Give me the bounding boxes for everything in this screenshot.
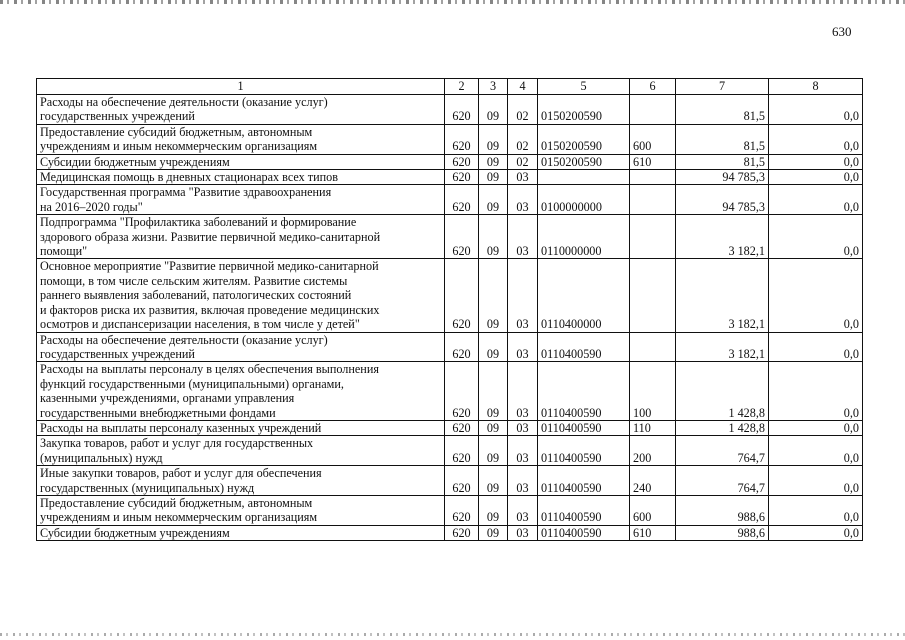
grbs-code-cell: 620 (445, 124, 479, 154)
table-row (37, 124, 863, 154)
subsection-code-cell: 03 (508, 436, 538, 466)
subsection-code-cell: 03 (508, 466, 538, 496)
header-cell: 1 (37, 79, 445, 95)
expense-type-cell: 600 (630, 495, 676, 525)
table-row (37, 466, 863, 496)
amount-cell: 3 182,1 (676, 259, 769, 332)
column8-value-cell: 0,0 (769, 170, 863, 185)
table-row (37, 332, 863, 362)
row-name-cell: Государственная программа "Развитие здравоохранения на 2016–2020 годы" (37, 185, 445, 215)
subsection-code-cell: 02 (508, 124, 538, 154)
table-row (37, 436, 863, 466)
column8-value-cell: 0,0 (769, 154, 863, 169)
target-article-cell: 0110400590 (538, 436, 630, 466)
row-name-cell: Расходы на обеспечение деятельности (оказание услуг) государственных учреждений (37, 95, 445, 125)
target-article-cell (538, 170, 630, 185)
row-name-cell: Подпрограмма "Профилактика заболеваний и формирование здорового образа жизни. Развитие первичной медико-санитарной помощи" (37, 215, 445, 259)
table-row (37, 420, 863, 435)
amount-cell: 81,5 (676, 124, 769, 154)
row-name-cell: Расходы на выплаты персоналу казенных учреждений (37, 420, 445, 435)
column8-value-cell: 0,0 (769, 215, 863, 259)
grbs-code-cell: 620 (445, 154, 479, 169)
column8-value-cell: 0,0 (769, 420, 863, 435)
header-cell: 7 (676, 79, 769, 95)
target-article-cell: 0110400000 (538, 259, 630, 332)
expense-type-cell (630, 215, 676, 259)
row-name-cell: Субсидии бюджетным учреждениям (37, 154, 445, 169)
expense-type-cell (630, 259, 676, 332)
target-article-cell: 0150200590 (538, 154, 630, 169)
section-code-cell: 09 (479, 124, 508, 154)
table-row (37, 154, 863, 169)
expense-type-cell: 240 (630, 466, 676, 496)
grbs-code-cell: 620 (445, 259, 479, 332)
target-article-cell: 0110400590 (538, 362, 630, 421)
row-name-cell: Иные закупки товаров, работ и услуг для обеспечения государственных (муниципальных) нужд (37, 466, 445, 496)
subsection-code-cell: 03 (508, 185, 538, 215)
subsection-code-cell: 03 (508, 525, 538, 540)
section-code-cell: 09 (479, 185, 508, 215)
table-row (37, 170, 863, 185)
expense-type-cell (630, 95, 676, 125)
section-code-cell: 09 (479, 525, 508, 540)
table-row (37, 95, 863, 125)
row-name-cell: Закупка товаров, работ и услуг для государственных (муниципальных) нужд (37, 436, 445, 466)
row-name-cell: Субсидии бюджетным учреждениям (37, 525, 445, 540)
row-name-cell: Основное мероприятие "Развитие первичной медико-санитарной помощи, в том числе сельским жителям. Развитие системы раннего выявления заболеваний, патологических состояний и факторов риска их развития, включая проведение медицинских осмотров и диспансеризации населения, в том числе у детей" (37, 259, 445, 332)
section-code-cell: 09 (479, 215, 508, 259)
grbs-code-cell: 620 (445, 436, 479, 466)
header-cell: 8 (769, 79, 863, 95)
table-row (37, 259, 863, 332)
subsection-code-cell: 03 (508, 332, 538, 362)
grbs-code-cell: 620 (445, 185, 479, 215)
scan-edge-top (0, 0, 905, 4)
subsection-code-cell: 03 (508, 362, 538, 421)
section-code-cell: 09 (479, 436, 508, 466)
grbs-code-cell: 620 (445, 420, 479, 435)
table-row (37, 495, 863, 525)
column8-value-cell: 0,0 (769, 124, 863, 154)
subsection-code-cell: 02 (508, 154, 538, 169)
section-code-cell: 09 (479, 95, 508, 125)
column8-value-cell: 0,0 (769, 362, 863, 421)
header-row (37, 79, 863, 95)
header-cell: 4 (508, 79, 538, 95)
table-body (37, 95, 863, 541)
header-cell: 5 (538, 79, 630, 95)
amount-cell: 94 785,3 (676, 170, 769, 185)
expense-type-cell: 610 (630, 525, 676, 540)
target-article-cell: 0150200590 (538, 95, 630, 125)
subsection-code-cell: 03 (508, 495, 538, 525)
subsection-code-cell: 03 (508, 420, 538, 435)
row-name-cell: Расходы на выплаты персоналу в целях обеспечения выполнения функций государственными (муниципальными) органами, казенными учреждениями, органами управления государственными внебюджетными фондами (37, 362, 445, 421)
amount-cell: 1 428,8 (676, 420, 769, 435)
target-article-cell: 0100000000 (538, 185, 630, 215)
amount-cell: 988,6 (676, 525, 769, 540)
amount-cell: 988,6 (676, 495, 769, 525)
section-code-cell: 09 (479, 154, 508, 169)
amount-cell: 3 182,1 (676, 332, 769, 362)
row-name-cell: Расходы на обеспечение деятельности (оказание услуг) государственных учреждений (37, 332, 445, 362)
budget-table (36, 78, 863, 541)
subsection-code-cell: 03 (508, 170, 538, 185)
header-cell: 6 (630, 79, 676, 95)
grbs-code-cell: 620 (445, 95, 479, 125)
amount-cell: 764,7 (676, 436, 769, 466)
column8-value-cell: 0,0 (769, 259, 863, 332)
target-article-cell: 0110400590 (538, 332, 630, 362)
grbs-code-cell: 620 (445, 215, 479, 259)
grbs-code-cell: 620 (445, 466, 479, 496)
target-article-cell: 0110400590 (538, 466, 630, 496)
section-code-cell: 09 (479, 332, 508, 362)
grbs-code-cell: 620 (445, 525, 479, 540)
table-row (37, 185, 863, 215)
amount-cell: 81,5 (676, 154, 769, 169)
expense-type-cell: 610 (630, 154, 676, 169)
amount-cell: 94 785,3 (676, 185, 769, 215)
section-code-cell: 09 (479, 362, 508, 421)
grbs-code-cell: 620 (445, 170, 479, 185)
section-code-cell: 09 (479, 420, 508, 435)
subsection-code-cell: 02 (508, 95, 538, 125)
target-article-cell: 0150200590 (538, 124, 630, 154)
header-cell: 2 (445, 79, 479, 95)
expense-type-cell (630, 332, 676, 362)
column8-value-cell: 0,0 (769, 95, 863, 125)
section-code-cell: 09 (479, 466, 508, 496)
expense-type-cell: 200 (630, 436, 676, 466)
amount-cell: 1 428,8 (676, 362, 769, 421)
section-code-cell: 09 (479, 170, 508, 185)
subsection-code-cell: 03 (508, 215, 538, 259)
row-name-cell: Предоставление субсидий бюджетным, автономным учреждениям и иным некоммерческим организациям (37, 495, 445, 525)
grbs-code-cell: 620 (445, 362, 479, 421)
grbs-code-cell: 620 (445, 332, 479, 362)
target-article-cell: 0110400590 (538, 495, 630, 525)
target-article-cell: 0110400590 (538, 525, 630, 540)
column8-value-cell: 0,0 (769, 466, 863, 496)
column8-value-cell: 0,0 (769, 332, 863, 362)
table-row (37, 362, 863, 421)
column8-value-cell: 0,0 (769, 525, 863, 540)
row-name-cell: Медицинская помощь в дневных стационарах всех типов (37, 170, 445, 185)
expense-type-cell (630, 170, 676, 185)
page-number: 630 (832, 24, 852, 39)
amount-cell: 81,5 (676, 95, 769, 125)
scan-edge-bottom (0, 633, 905, 636)
target-article-cell: 0110000000 (538, 215, 630, 259)
table-row (37, 215, 863, 259)
column8-value-cell: 0,0 (769, 495, 863, 525)
row-name-cell: Предоставление субсидий бюджетным, автономным учреждениям и иным некоммерческим организациям (37, 124, 445, 154)
amount-cell: 3 182,1 (676, 215, 769, 259)
expense-type-cell: 600 (630, 124, 676, 154)
column8-value-cell: 0,0 (769, 185, 863, 215)
amount-cell: 764,7 (676, 466, 769, 496)
grbs-code-cell: 620 (445, 495, 479, 525)
expense-type-cell: 110 (630, 420, 676, 435)
expense-type-cell: 100 (630, 362, 676, 421)
section-code-cell: 09 (479, 259, 508, 332)
section-code-cell: 09 (479, 495, 508, 525)
expense-type-cell (630, 185, 676, 215)
header-cell: 3 (479, 79, 508, 95)
table-row (37, 525, 863, 540)
column8-value-cell: 0,0 (769, 436, 863, 466)
subsection-code-cell: 03 (508, 259, 538, 332)
target-article-cell: 0110400590 (538, 420, 630, 435)
